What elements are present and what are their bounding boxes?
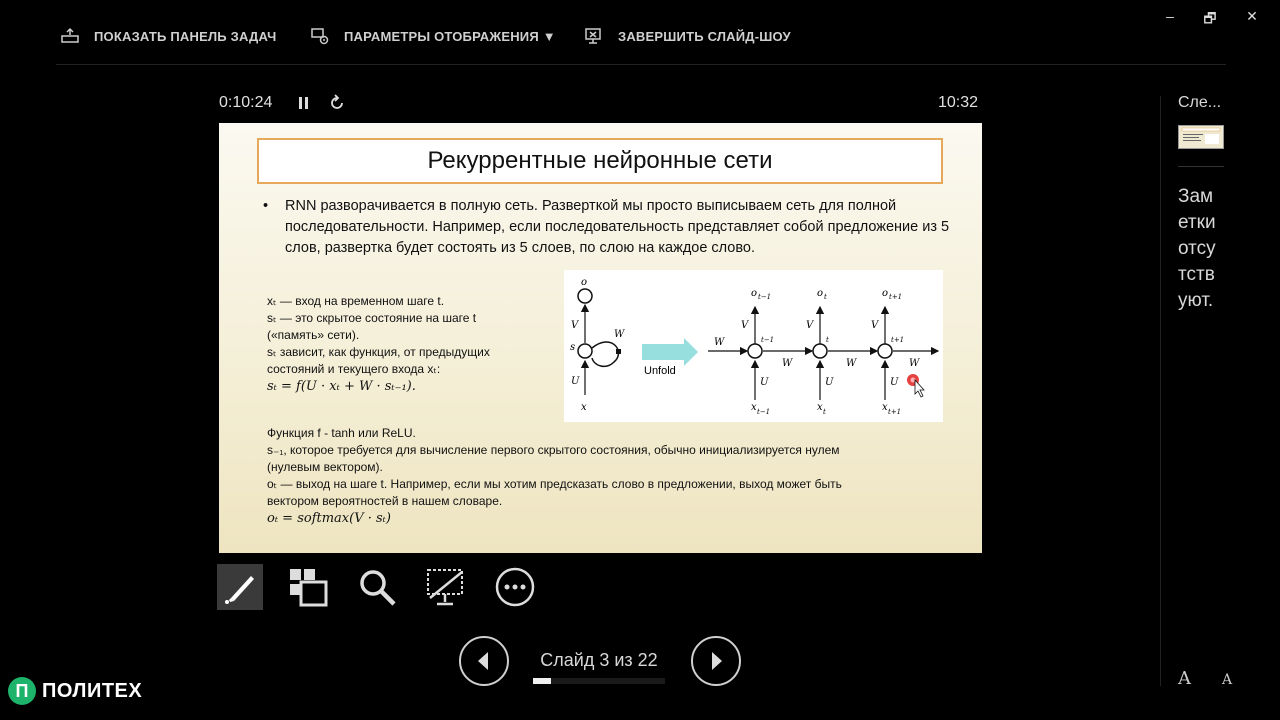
label-V: V bbox=[741, 320, 749, 331]
current-time: 10:32 bbox=[938, 94, 979, 111]
note-line: sₜ — это скрытое состояние на шаге t bbox=[267, 311, 477, 325]
label-x: x bbox=[817, 402, 823, 413]
note-line: вектором вероятностей в нашем словаре. bbox=[267, 494, 503, 508]
display-settings-button[interactable] bbox=[310, 26, 556, 46]
end-slideshow-label: ЗАВЕРШИТЬ СЛАЙД-ШОУ bbox=[618, 28, 791, 44]
label-sub: t bbox=[826, 336, 829, 344]
label-s: s bbox=[570, 342, 576, 353]
label-sub: t−1 bbox=[758, 293, 772, 301]
label-W: W bbox=[714, 337, 725, 348]
black-screen-button[interactable] bbox=[422, 564, 468, 610]
unfold-label: Unfold bbox=[644, 365, 676, 377]
label-x: x bbox=[882, 402, 888, 413]
zoom-button[interactable] bbox=[354, 564, 400, 610]
left-notes bbox=[267, 293, 557, 395]
label-V: V bbox=[806, 320, 814, 331]
chevron-right-icon bbox=[693, 638, 739, 684]
restore-button[interactable]: 🗗 bbox=[1203, 10, 1217, 26]
pen-tool-button[interactable] bbox=[217, 564, 263, 610]
thumbnail-divider bbox=[1178, 166, 1224, 167]
hidden-node bbox=[748, 344, 762, 358]
note-line: s₋₁, которое требуется для вычисление первого скрытого состояния, обычно инициализируется нулем bbox=[267, 443, 840, 457]
increase-font-button[interactable]: A bbox=[1178, 668, 1191, 689]
mouse-cursor-icon bbox=[915, 380, 924, 397]
label-sub: t bbox=[823, 408, 826, 416]
see-all-slides-button[interactable] bbox=[285, 564, 331, 610]
toolbar-divider bbox=[56, 64, 1226, 65]
speaker-notes: Заметки отсутствуют. bbox=[1178, 186, 1216, 311]
elapsed-timer: 0:10:24 bbox=[219, 94, 273, 111]
show-taskbar-button[interactable] bbox=[60, 26, 276, 46]
label-o: o bbox=[581, 277, 588, 288]
more-icon bbox=[492, 564, 538, 610]
note-line: состояний и текущего входа xₜ: bbox=[267, 362, 441, 376]
hidden-node bbox=[878, 344, 892, 358]
restart-icon bbox=[329, 94, 345, 112]
label-U: U bbox=[571, 376, 580, 387]
next-slide-thumbnail[interactable] bbox=[1178, 125, 1224, 149]
magnifier-icon bbox=[354, 564, 400, 610]
display-settings-icon bbox=[310, 27, 330, 45]
pause-timer-button[interactable] bbox=[297, 95, 311, 111]
logo-text: ПОЛИТЕХ bbox=[42, 679, 143, 702]
slides-grid-icon bbox=[285, 564, 331, 610]
state-formula: sₜ = f(U · xₜ + W · sₜ₋₁). bbox=[267, 379, 416, 394]
top-toolbar bbox=[0, 0, 1280, 64]
rnn-unfold-diagram bbox=[564, 270, 943, 422]
hidden-node bbox=[813, 344, 827, 358]
next-slide-label: Сле... bbox=[1178, 94, 1222, 111]
bullet-marker: • bbox=[263, 198, 269, 214]
pause-icon bbox=[297, 95, 311, 111]
panel-divider bbox=[1160, 96, 1161, 686]
label-W: W bbox=[909, 358, 920, 369]
logo-mark-icon: П bbox=[8, 677, 36, 705]
label-o: o bbox=[817, 288, 824, 299]
note-line: oₜ — выход на шаге t. Например, если мы хотим предсказать слово в предложении, выход может быть bbox=[267, 477, 842, 491]
close-button[interactable]: ✕ bbox=[1246, 8, 1258, 24]
output-formula: oₜ = softmax(V · sₜ) bbox=[267, 511, 391, 526]
note-line: Функция f - tanh или ReLU. bbox=[267, 426, 416, 440]
label-U: U bbox=[760, 377, 769, 388]
label-o: o bbox=[751, 288, 758, 299]
chevron-left-icon bbox=[461, 638, 507, 684]
current-slide[interactable] bbox=[219, 123, 982, 553]
label-W-loop: W bbox=[614, 329, 625, 340]
display-settings-label: ПАРАМЕТРЫ ОТОБРАЖЕНИЯ ▼ bbox=[344, 28, 556, 44]
minimize-button[interactable]: – bbox=[1166, 8, 1174, 24]
label-sub: t+1 bbox=[891, 336, 905, 344]
slide-counter: Слайд 3 из 22 bbox=[540, 650, 658, 670]
slide-progress-fill bbox=[533, 678, 551, 684]
label-sub: t+1 bbox=[888, 408, 902, 416]
restart-timer-button[interactable] bbox=[329, 94, 345, 112]
previous-slide-button[interactable] bbox=[459, 636, 509, 686]
label-W: W bbox=[846, 358, 857, 369]
slide-progress-bar bbox=[533, 678, 665, 684]
note-line: xₜ — вход на временном шаге t. bbox=[267, 294, 445, 308]
thumbnail-preview bbox=[1179, 126, 1223, 148]
note-line: («память» сети). bbox=[267, 328, 360, 342]
label-o: o bbox=[882, 288, 889, 299]
label-sub: t bbox=[824, 293, 827, 301]
end-slideshow-icon bbox=[584, 27, 604, 45]
bullet-text: RNN разворачивается в полную сеть. Разверткой мы просто выписываем сеть для полной последовательности. Например, если последовательность представляет собой предложение из 5 слов, развертка будет состоять из 5 слоев, по слою на каждое слово. bbox=[285, 198, 950, 256]
next-slide-button[interactable] bbox=[691, 636, 741, 686]
label-sub: t+1 bbox=[889, 293, 903, 301]
label-U: U bbox=[890, 377, 899, 388]
pen-icon bbox=[217, 564, 263, 610]
label-sub: t−1 bbox=[757, 408, 771, 416]
recurrent-loop bbox=[592, 342, 618, 366]
label-x: x bbox=[751, 402, 757, 413]
note-line: (нулевым вектором). bbox=[267, 460, 383, 474]
show-taskbar-label: ПОКАЗАТЬ ПАНЕЛЬ ЗАДАЧ bbox=[94, 28, 277, 44]
output-node bbox=[578, 289, 592, 303]
unfold-arrow-icon bbox=[642, 338, 698, 366]
delay-square bbox=[616, 349, 621, 354]
hidden-node bbox=[578, 344, 592, 358]
screen-off-icon bbox=[422, 564, 468, 610]
more-options-button[interactable] bbox=[492, 564, 538, 610]
taskbar-icon bbox=[60, 27, 80, 45]
label-sub: t−1 bbox=[761, 336, 775, 344]
label-V: V bbox=[571, 320, 579, 331]
note-line: sₜ зависит, как функция, от предыдущих bbox=[267, 345, 490, 359]
decrease-font-button[interactable]: A bbox=[1222, 672, 1233, 688]
label-x: x bbox=[581, 402, 587, 413]
polytech-logo bbox=[8, 677, 142, 705]
label-U: U bbox=[825, 377, 834, 388]
end-slideshow-button[interactable] bbox=[584, 26, 791, 46]
label-V: V bbox=[871, 320, 879, 331]
slide-title: Рекуррентные нейронные сети bbox=[257, 138, 943, 184]
bottom-notes bbox=[267, 425, 947, 527]
label-W: W bbox=[782, 358, 793, 369]
